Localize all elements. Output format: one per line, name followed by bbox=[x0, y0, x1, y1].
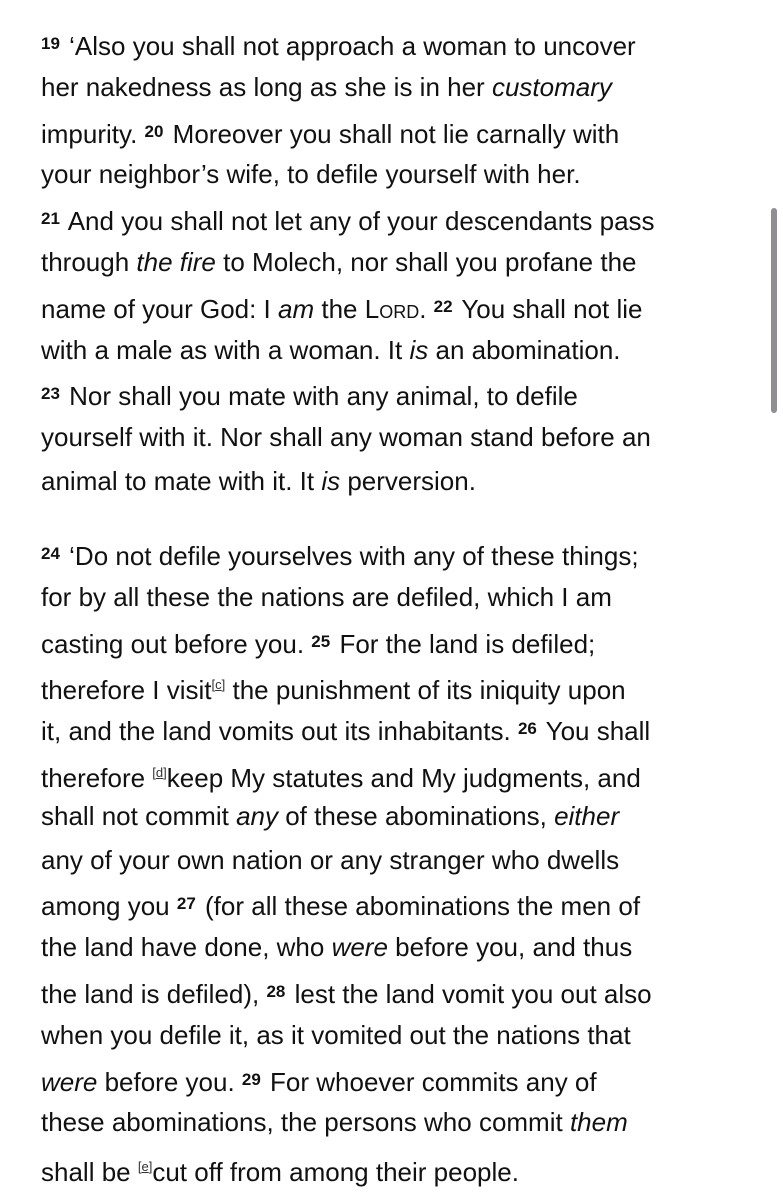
text-run: before you. bbox=[97, 1066, 242, 1097]
text-run: among you bbox=[41, 891, 177, 922]
text-run: the punishment of its iniquity upon bbox=[225, 675, 626, 706]
text-run: And you shall not let any of your descendants pass bbox=[61, 206, 655, 237]
footnote-letter[interactable]: e bbox=[141, 1159, 149, 1175]
text-run: for by all these the nations are defiled, which I am bbox=[41, 581, 612, 612]
text-line bbox=[41, 241, 761, 285]
text-run: the land is defiled), bbox=[41, 978, 267, 1009]
verse-number: 23 bbox=[41, 384, 60, 404]
italic-text: were bbox=[331, 932, 388, 963]
text-line bbox=[41, 66, 761, 110]
footnote-link[interactable]: [d] bbox=[152, 764, 167, 780]
text-line bbox=[41, 1101, 761, 1145]
italic-text: any bbox=[236, 800, 278, 831]
verse-number: 29 bbox=[241, 1069, 261, 1089]
text-run: therefore bbox=[41, 762, 153, 793]
text-run: lest the land vomit you out also bbox=[287, 978, 652, 1009]
italic-text: the fire bbox=[136, 246, 216, 277]
text-run: perversion. bbox=[340, 465, 476, 496]
text-run: therefore I visit bbox=[41, 675, 212, 706]
verse-number: 26 bbox=[517, 719, 537, 739]
text-run: yourself with it. Nor shall any woman stand before an bbox=[41, 422, 651, 453]
text-run: shall be bbox=[41, 1157, 138, 1188]
italic-text: either bbox=[554, 800, 620, 831]
text-run: name of your God: I bbox=[41, 293, 279, 324]
text-line bbox=[41, 197, 761, 241]
text-run: Moreover you shall not lie carnally with bbox=[165, 118, 620, 149]
verse-number: 21 bbox=[41, 209, 60, 229]
text-line bbox=[41, 970, 761, 1014]
text-run: it, and the land vomits out its inhabitants. bbox=[41, 716, 518, 747]
text-run: an abomination. bbox=[428, 334, 621, 365]
text-run: to Molech, nor shall you profane the bbox=[215, 246, 637, 277]
text-run: impurity. bbox=[41, 118, 145, 149]
text-line bbox=[41, 576, 761, 620]
passage-paragraph bbox=[41, 22, 761, 504]
italic-text: them bbox=[569, 1107, 628, 1138]
text-line bbox=[41, 707, 761, 751]
text-run: the land have done, who bbox=[41, 932, 332, 963]
italic-text: is bbox=[321, 465, 341, 496]
text-line bbox=[41, 620, 761, 664]
italic-text: were bbox=[41, 1066, 98, 1097]
text-run: any of your own nation or any stranger who dwells bbox=[41, 844, 620, 875]
text-run: cut off from among their people. bbox=[152, 1157, 519, 1188]
small-caps-text: Lord bbox=[364, 293, 420, 324]
text-run: Nor shall you mate with any animal, to defile bbox=[61, 381, 578, 412]
italic-text: am bbox=[278, 293, 315, 324]
text-run: the bbox=[314, 293, 365, 324]
verse-number: 20 bbox=[144, 121, 164, 141]
text-line bbox=[41, 372, 761, 416]
scrollbar-thumb[interactable] bbox=[771, 208, 777, 413]
text-run: ‘Do not defile yourselves with any of these things; bbox=[61, 541, 639, 571]
verse-number: 19 bbox=[41, 34, 60, 53]
verse-number: 24 bbox=[41, 544, 60, 563]
text-line bbox=[41, 882, 761, 926]
text-line bbox=[41, 1014, 761, 1058]
verse-number: 25 bbox=[311, 631, 331, 651]
italic-text: customary bbox=[491, 71, 612, 102]
footnote-link[interactable]: [e] bbox=[137, 1159, 153, 1175]
footnote-link[interactable]: [c] bbox=[211, 677, 226, 693]
text-run: For the land is defiled; bbox=[332, 628, 596, 659]
text-run: your neighbor’s wife, to defile yourself with her. bbox=[41, 159, 581, 190]
text-line bbox=[41, 329, 761, 373]
text-run: . bbox=[419, 293, 434, 324]
footnote-letter[interactable]: c bbox=[215, 677, 222, 693]
text-line bbox=[41, 110, 761, 154]
verse-number: 22 bbox=[433, 296, 453, 316]
text-run: You shall bbox=[538, 716, 651, 747]
text-run: through bbox=[41, 246, 137, 277]
text-line bbox=[41, 795, 761, 839]
text-run: shall not commit bbox=[41, 800, 237, 831]
italic-text: is bbox=[409, 334, 429, 365]
text-line bbox=[41, 532, 761, 576]
text-line bbox=[41, 1145, 761, 1189]
text-run: of these abominations, bbox=[278, 800, 555, 831]
text-run: You shall not lie bbox=[454, 293, 643, 324]
text-run: before you, and thus bbox=[387, 932, 633, 963]
text-run: ‘Also you shall not approach a woman to uncover bbox=[61, 31, 636, 61]
text-run: casting out before you. bbox=[41, 628, 312, 659]
text-run: keep My statutes and My judgments, and bbox=[166, 762, 641, 793]
text-run: (for all these abominations the men of bbox=[197, 891, 641, 922]
text-run: with a male as with a woman. It bbox=[41, 334, 410, 365]
text-line bbox=[41, 663, 761, 707]
text-run: these abominations, the persons who commit bbox=[41, 1107, 570, 1138]
text-run: For whoever commits any of bbox=[262, 1066, 597, 1097]
text-line bbox=[41, 416, 761, 460]
verse-number: 27 bbox=[176, 894, 196, 914]
text-run: her nakedness as long as she is in her bbox=[41, 71, 492, 102]
text-line bbox=[41, 1058, 761, 1102]
text-line bbox=[41, 285, 761, 329]
text-line bbox=[41, 926, 761, 970]
verse-number: 28 bbox=[266, 981, 286, 1001]
text-line bbox=[41, 839, 761, 883]
text-line bbox=[41, 460, 761, 504]
text-run: when you defile it, as it vomited out the nations that bbox=[41, 1019, 631, 1050]
footnote-letter[interactable]: d bbox=[155, 764, 164, 780]
text-run: animal to mate with it. It bbox=[41, 465, 322, 496]
passage-paragraph bbox=[41, 532, 761, 1189]
text-line bbox=[41, 153, 761, 197]
text-line bbox=[41, 22, 761, 66]
text-line bbox=[41, 751, 761, 795]
